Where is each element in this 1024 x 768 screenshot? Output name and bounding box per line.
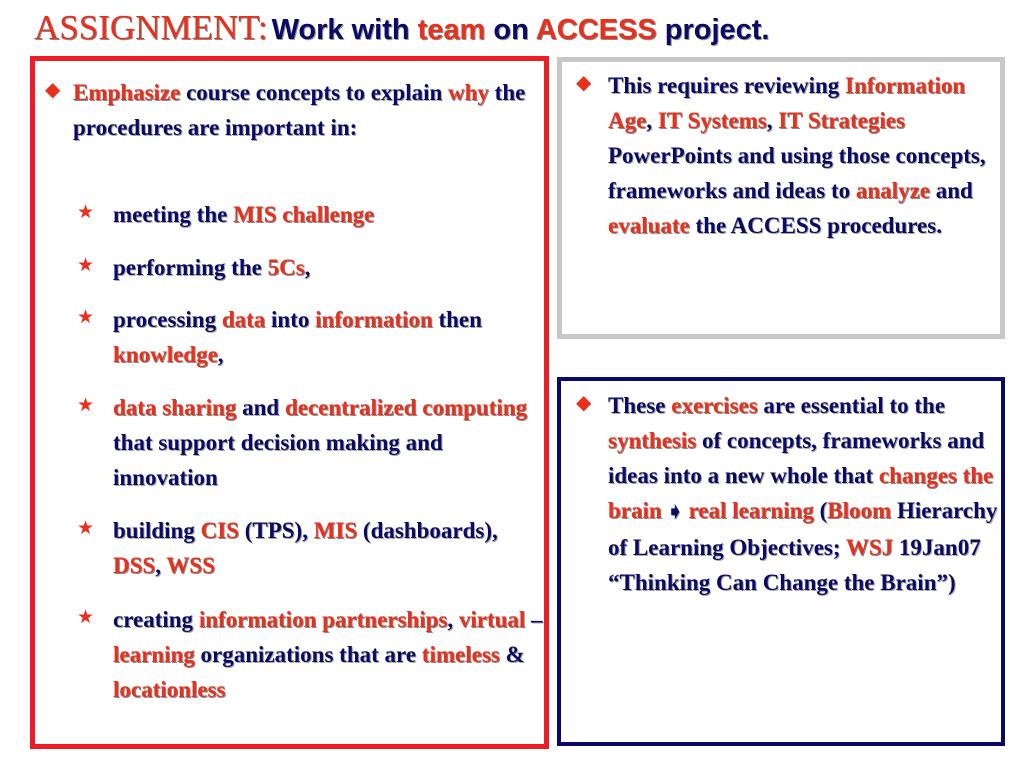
star-icon: ★: [77, 607, 95, 628]
right-bottom-box: [557, 377, 1005, 746]
list-item: building CIS (TPS), MIS (dashboards), DSS, WSS: [113, 518, 498, 578]
diamond-icon: ◆: [576, 392, 592, 414]
star-icon: ★: [77, 307, 95, 328]
diamond-icon: ◆: [45, 79, 61, 101]
list-item: meeting the MIS challenge: [113, 202, 375, 227]
list-item: performing the 5Cs,: [113, 255, 311, 280]
list-item: creating information partnerships, virtual – learning organizations that are timeless & locationless: [113, 607, 543, 702]
lead-paragraph: Emphasize course concepts to explain why the procedures are important in:: [73, 80, 526, 140]
right-top-box: [557, 57, 1005, 339]
slide-title: [34, 6, 1014, 50]
arrow-right-icon: ➧: [661, 501, 689, 523]
left-content-box: [30, 56, 549, 749]
review-paragraph: This requires reviewing Information Age, IT Systems, IT Strategies PowerPoints and using those concepts, frameworks and ideas to analyze and evaluate the ACCESS procedures.: [608, 73, 986, 238]
diamond-icon: ◆: [576, 72, 592, 94]
title-team: team: [417, 14, 486, 46]
star-icon: ★: [77, 518, 95, 539]
title-text: Work with team on ACCESS project.: [271, 14, 770, 46]
star-icon: ★: [77, 395, 95, 416]
title-assignment: ASSIGNMENT:: [34, 8, 268, 47]
star-icon: ★: [77, 202, 95, 223]
exercises-paragraph: These exercises are essential to the synthesis of concepts, frameworks and ideas into a new whole that changes the brain ➧ real learning (Bloom Hierarchy of Learning Objectives; WSJ 19Jan07 “Thinking Can Change the Brain”): [608, 393, 998, 595]
star-icon: ★: [77, 255, 95, 276]
list-item: processing data into information then knowledge,: [113, 307, 482, 367]
title-access: ACCESS: [535, 14, 657, 46]
list-item: data sharing and decentralized computing that support decision making and innovation: [113, 395, 528, 490]
